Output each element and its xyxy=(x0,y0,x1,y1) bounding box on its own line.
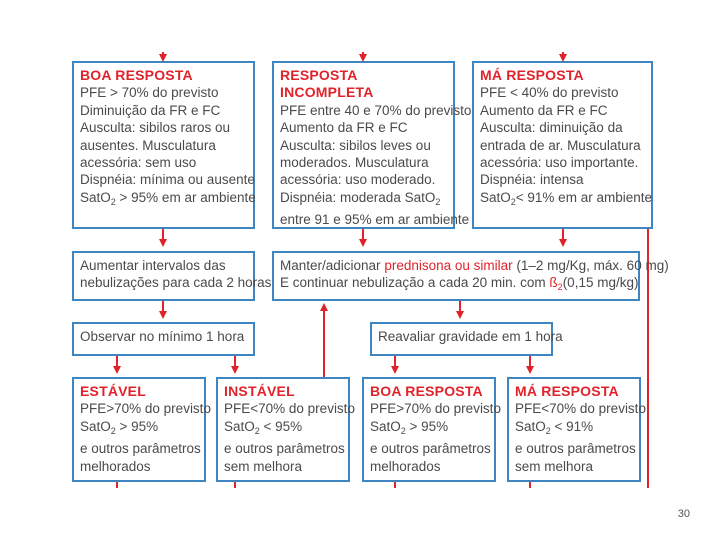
manter-l2-b: (0,15 mg/kg) xyxy=(562,275,639,291)
incompleta-dispneia-line xyxy=(280,189,447,211)
ma-line-2: Aumento da FR e FC xyxy=(480,102,608,118)
ma-bottom-sat-sub: 2 xyxy=(545,425,551,436)
ma-sat-sub: 2 xyxy=(510,196,516,207)
incompleta-dispneia-sub: 2 xyxy=(435,196,441,207)
manter-line-2 xyxy=(280,274,639,296)
aumentar-line-2: nebulizações para cada 2 horas xyxy=(80,275,272,291)
instavel-line-1: PFE<70% do previsto xyxy=(224,401,355,417)
estavel-title: ESTÁVEL xyxy=(80,383,146,399)
box-resposta-incompleta xyxy=(272,61,472,229)
incompleta-line-4: moderados. Musculatura xyxy=(280,155,429,171)
boa-bottom-sat-line xyxy=(370,418,488,440)
incompleta-line-2: Aumento da FR e FC xyxy=(280,120,408,136)
ma-line-4: entrada de ar. Musculatura xyxy=(480,137,641,153)
estavel-sat-sub: 2 xyxy=(110,425,116,436)
boa-bottom-sat-b: > 95% xyxy=(405,418,449,434)
box-boa-resposta-top xyxy=(72,61,255,229)
box-manter-adicionar xyxy=(272,251,669,301)
manter-l1-a: Manter/adicionar xyxy=(280,258,385,273)
instavel-title: INSTÁVEL xyxy=(224,383,295,399)
estavel-line-3: e outros parâmetros xyxy=(80,441,201,457)
incompleta-last-line: entre 91 e 95% em ar ambiente xyxy=(280,212,470,228)
ma-line-5: acessória: uso importante. xyxy=(480,155,639,171)
boa-bottom-sat-sub: 2 xyxy=(400,425,406,436)
instavel-sat-b: < 95% xyxy=(259,418,303,434)
ma-bottom-line-3: e outros parâmetros xyxy=(515,441,636,457)
ma-bottom-sat-line xyxy=(515,418,633,440)
estavel-sat-a: SatO xyxy=(80,418,111,434)
incompleta-line-1: PFE entre 40 e 70% do previsto xyxy=(280,102,472,118)
manter-l1-b: (1–2 mg/Kg, máx. 60 mg) xyxy=(512,258,669,273)
box-ma-resposta-bottom xyxy=(507,377,646,482)
ma-bottom-sat-b: < 91% xyxy=(550,418,594,434)
boa-bottom-sat-a: SatO xyxy=(370,418,401,434)
boa-line-4: ausentes. Musculatura xyxy=(80,137,216,153)
instavel-line-4: sem melhora xyxy=(224,458,303,474)
ma-line-3: Ausculta: diminuição da xyxy=(480,120,623,136)
box-reavaliar xyxy=(370,322,563,356)
instavel-sat-sub: 2 xyxy=(254,425,260,436)
ma-sat-line xyxy=(480,189,652,211)
boa-sat-sub: 2 xyxy=(110,196,116,207)
boa-sat-line xyxy=(80,189,256,211)
boa-bottom-line-3: e outros parâmetros xyxy=(370,441,491,457)
manter-l1-red: prednisona ou similar xyxy=(384,258,513,273)
boa-line-2: Diminuição da FR e FC xyxy=(80,102,221,118)
boa-bottom-title: BOA RESPOSTA xyxy=(370,383,483,399)
boa-line-1: PFE > 70% do previsto xyxy=(80,85,219,101)
manter-l2-sub: 2 xyxy=(557,282,563,293)
box-aumentar-intervalos xyxy=(72,251,272,301)
ma-bottom-line-1: PFE<70% do previsto xyxy=(515,401,646,417)
incompleta-dispneia-a: Dispnéia: moderada SatO xyxy=(280,189,436,205)
observar-text: Observar no mínimo 1 hora xyxy=(80,329,245,344)
box-boa-resposta-bottom xyxy=(362,377,501,482)
boa-line-6: Dispnéia: mínima ou ausente xyxy=(80,172,255,188)
ma-line-6: Dispnéia: intensa xyxy=(480,172,584,188)
page-number: 30 xyxy=(677,508,690,520)
box-estavel xyxy=(72,377,211,482)
boa-sat-a: SatO xyxy=(80,189,111,205)
estavel-sat-b: > 95% xyxy=(115,418,159,434)
instavel-line-3: e outros parâmetros xyxy=(224,441,345,457)
boa-sat-b: > 95% em ar ambiente xyxy=(115,189,256,205)
estavel-line-1: PFE>70% do previsto xyxy=(80,401,211,417)
incompleta-line-3: Ausculta: sibilos leves ou xyxy=(280,137,431,153)
box-ma-resposta-top xyxy=(472,61,653,229)
ma-line-1: PFE < 40% do previsto xyxy=(480,85,619,101)
box-instavel xyxy=(216,377,355,482)
boa-line-5: acessória: sem uso xyxy=(80,155,197,171)
boa-bottom-line-4: melhorados xyxy=(370,458,441,474)
incompleta-title: RESPOSTA INCOMPLETA xyxy=(280,67,374,101)
box-observar xyxy=(72,322,255,356)
instavel-sat-a: SatO xyxy=(224,418,255,434)
manter-l2-red: ß xyxy=(549,275,558,291)
manter-line-1 xyxy=(280,257,669,274)
boa-resposta-title: BOA RESPOSTA xyxy=(80,67,193,83)
instavel-sat-line xyxy=(224,418,342,440)
ma-sat-a: SatO xyxy=(480,189,511,205)
manter-l2-a: E continuar nebulização a cada 20 min. com xyxy=(280,275,550,291)
estavel-line-4: melhorados xyxy=(80,458,151,474)
incompleta-line-5: acessória: uso moderado. xyxy=(280,172,436,188)
ma-bottom-title: MÁ RESPOSTA xyxy=(515,383,619,399)
ma-sat-b: < 91% em ar ambiente xyxy=(515,189,652,205)
ma-bottom-line-4: sem melhora xyxy=(515,458,594,474)
aumentar-line-1: Aumentar intervalos das xyxy=(80,258,226,273)
reavaliar-text: Reavaliar gravidade em 1 hora xyxy=(378,329,563,344)
estavel-sat-line xyxy=(80,418,198,440)
boa-line-3: Ausculta: sibilos raros ou xyxy=(80,120,231,136)
ma-resposta-title: MÁ RESPOSTA xyxy=(480,67,584,83)
boa-bottom-line-1: PFE>70% do previsto xyxy=(370,401,501,417)
ma-bottom-sat-a: SatO xyxy=(515,418,546,434)
